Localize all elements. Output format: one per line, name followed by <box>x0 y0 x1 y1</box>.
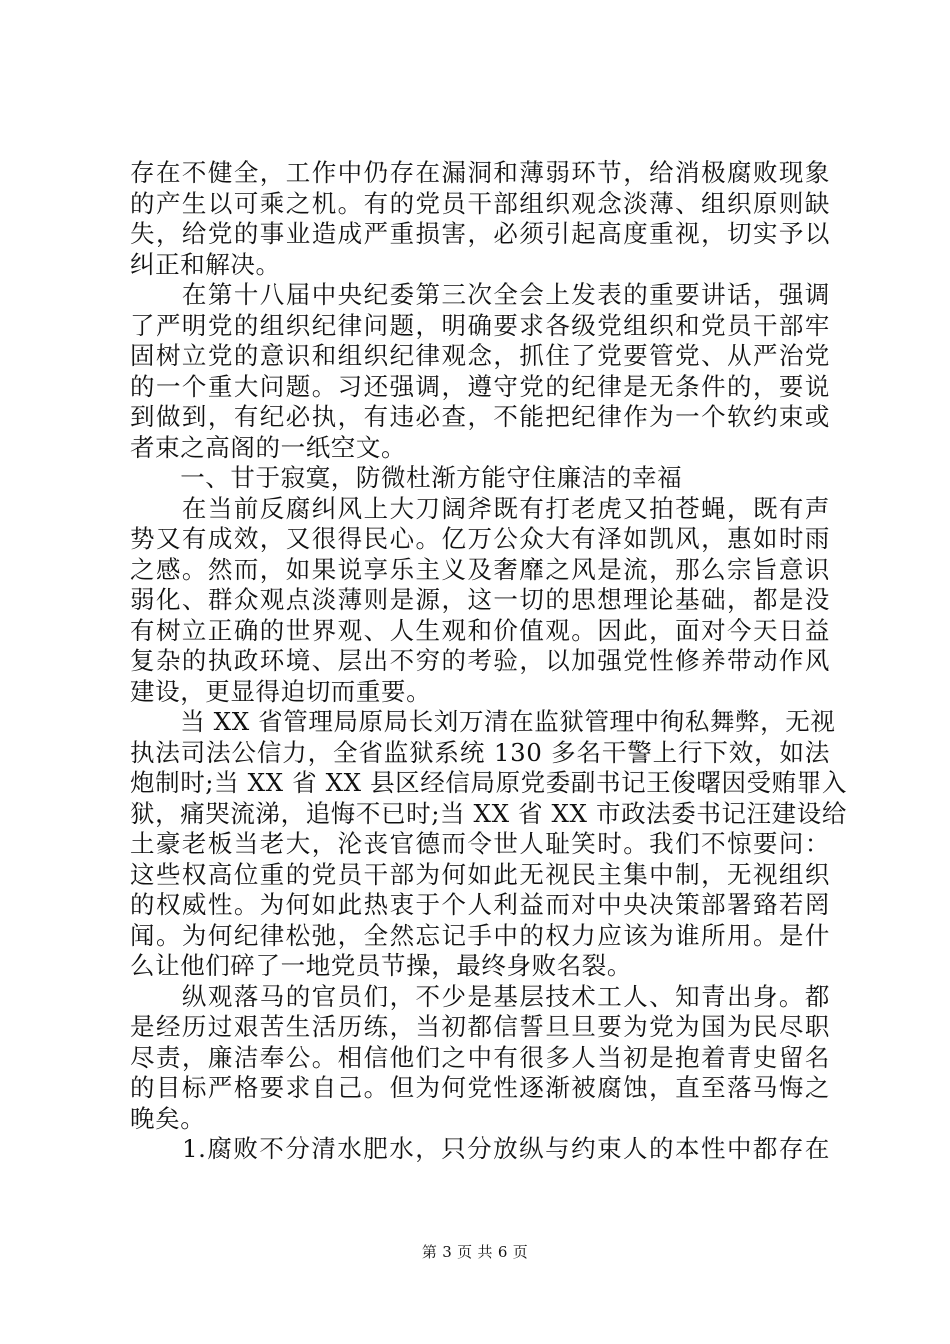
text-line: 的一个重大问题。习还强调，遵守党的纪律是无条件的，要说 <box>130 371 830 401</box>
text-line: 的产生以可乘之机。有的党员干部组织观念淡薄、组织原则缺 <box>130 188 830 218</box>
document-body <box>130 158 847 1165</box>
text-line: 存在不健全，工作中仍存在漏洞和薄弱环节，给消极腐败现象 <box>130 158 830 187</box>
text-line: 的目标严格要求自己。但为何党性逐渐被腐蚀，直至落马悔之 <box>130 1073 830 1102</box>
text-line: 纵观落马的官员们，不少是基层技术工人、知青出身。都 <box>130 981 830 1011</box>
text-line: 土豪老板当老大，沦丧官德而令世人耻笑时。我们不惊要问： <box>130 829 830 858</box>
text-line: 1.腐败不分清水肥水，只分放纵与约束人的本性中都存在 <box>130 1134 830 1163</box>
text-line: 狱，痛哭流涕，追悔不已时;当 XX 省 XX 市政法委书记汪建设给 <box>130 798 847 828</box>
text-line: 在第十八届中央纪委第三次全会上发表的重要讲话，强调 <box>130 280 830 309</box>
text-line: 到做到，有纪必执，有违必查，不能把纪律作为一个软约束或 <box>130 402 830 431</box>
text-line: 者束之高阁的一纸空文。 <box>130 432 407 462</box>
text-line: 失，给党的事业造成严重损害，必须引起高度重视，切实予以 <box>130 219 830 248</box>
text-line: 一、甘于寂寞，防微杜渐方能守住廉洁的幸福 <box>130 463 683 492</box>
text-line: 势又有成效，又很得民心。亿万公众大有泽如凯风，惠如时雨 <box>130 524 830 553</box>
text-line: 复杂的执政环境、层出不穷的考验，以加强党性修养带动作风 <box>130 646 830 675</box>
text-line: 这些权高位重的党员干部为何如此无视民主集中制，无视组织 <box>130 859 830 889</box>
text-line: 弱化、群众观点淡薄则是源，这一切的思想理论基础，都是没 <box>130 585 830 614</box>
text-line: 炮制时;当 XX 省 XX 县区经信局原党委副书记王俊曙因受贿罪入 <box>130 768 847 797</box>
text-line: 是经历过艰苦生活历练，当初都信誓旦旦要为党为国为民尽职 <box>130 1012 830 1041</box>
text-line: 了严明党的组织纪律问题，明确要求各级党组织和党员干部牢 <box>130 310 830 340</box>
text-line: 执法司法公信力，全省监狱系统 130 多名干警上行下效，如法 <box>130 737 830 767</box>
text-line: 有树立正确的世界观、人生观和价值观。因此，面对今天日益 <box>130 615 830 645</box>
text-line: 在当前反腐纠风上大刀阔斧既有打老虎又拍苍蝇，既有声 <box>130 493 830 523</box>
text-line: 之感。然而，如果说享乐主义及奢靡之风是流，那么宗旨意识 <box>130 554 830 584</box>
text-line: 建设，更显得迫切而重要。 <box>130 676 432 706</box>
text-line: 尽责，廉洁奉公。相信他们之中有很多人当初是抱着青史留名 <box>130 1042 830 1072</box>
text-line: 纠正和解决。 <box>130 249 281 279</box>
text-line: 固树立党的意识和组织纪律观念，抓住了党要管党、从严治党 <box>130 341 830 370</box>
text-line: 的权威性。为何如此热衷于个人利益而对中央决策部署臵若罔 <box>130 890 830 919</box>
text-line: 么让他们碎了一地党员节操，最终身败名裂。 <box>130 951 632 980</box>
text-line: 晚矣。 <box>130 1103 206 1133</box>
text-line: 当 XX 省管理局原局长刘万清在监狱管理中徇私舞弊，无视 <box>130 707 836 736</box>
page-footer: 第 3 页 共 6 页 <box>421 1243 529 1261</box>
text-line: 闻。为何纪律松弛，全然忘记手中的权力应该为谁所用。是什 <box>130 920 830 950</box>
